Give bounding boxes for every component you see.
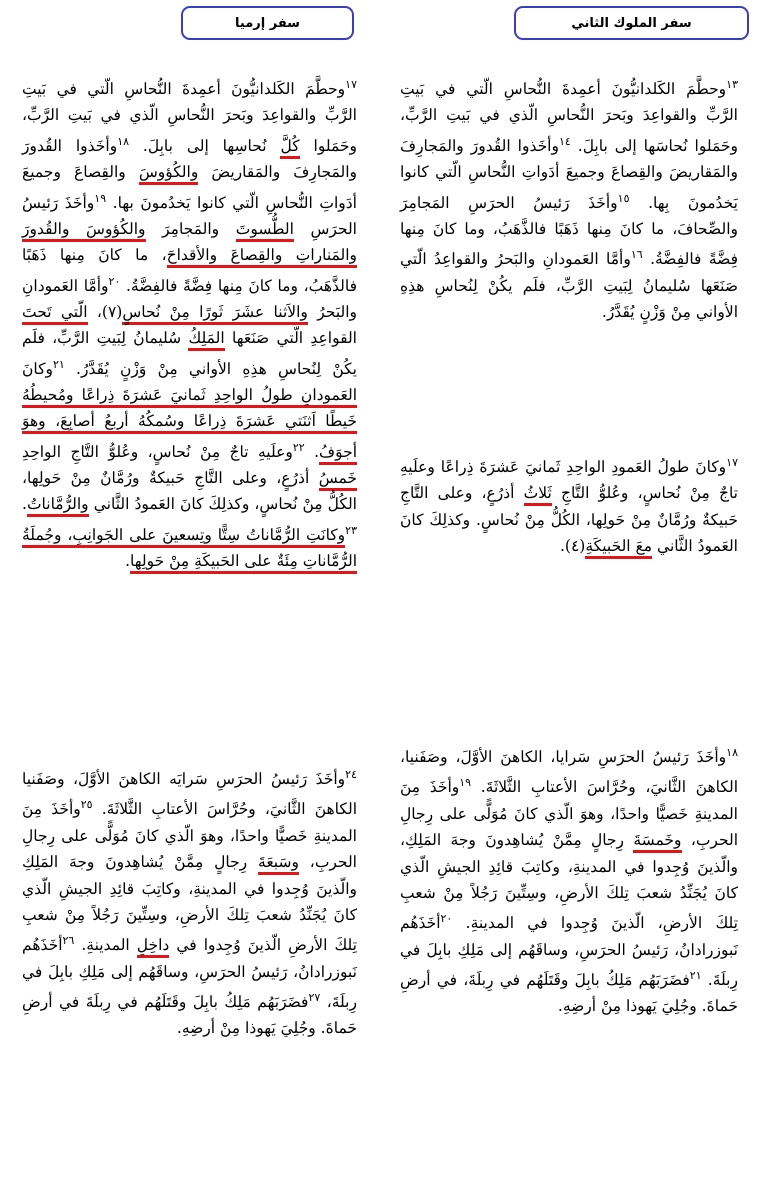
verse-text: وأخَذَ رَئيسُ الحرَسِ سَرايا، الكاهنَ الأوَّلَ، وصَفَنيا، الكاهنَ الثَّانيَ، وحُرَّاسَ الأعتابِ الثَّلاثَةَ. [400, 748, 738, 797]
verse-number: ٢٠ [440, 912, 453, 926]
verse-text: القواعِدِ الّتي صَنَعَها [224, 329, 357, 348]
verse-text: رِجالٍ مِمَّنْ يُشاهِدونَ وجهَ المَلِكِ، والّذينَ وُجِدوا في المدينةِ، وكاتِبَ قائِدِ الجيشِ الّذي كانَ يُجَنِّدُ شعبَ تِلكَ الأرضِ، وسِتِّينَ رَجُلاً مِنْ شعبِ تِلكَ الأرضِ، الّذينَ وُجِدوا في المدينةِ. [400, 831, 738, 933]
verse-number: ٢٥ [80, 798, 93, 812]
verse-number: ٢٧ [308, 990, 321, 1004]
underlined-difference: العَمودانِ طولُ الواحِدِ ثَمانيَ عَشرَةَ ذِراعًا ومُحيطُهُ خَيطًا اَثنَتي عَشرَةَ ذِراعًا وسُمكُهُ أربعُ أصابِعَ، وهوَ أجوَفُ [22, 386, 357, 465]
verse-text: أذرُعٍ، وعلى التَّاجِ حَبيكةٌ ورُمَّانٌ مِنْ حَولِها، الكُلُّ مِنْ نُحاسٍ. وكذلِكَ كانَ العَمودُ الثَّاني [400, 484, 738, 556]
passage-paragraph [400, 450, 738, 559]
book-tab-jeremiah [181, 6, 354, 40]
verse-number: ١٩ [94, 191, 107, 205]
verse-text: رِجالٍ مِمَّنْ يُشاهِدونَ وجهَ المَلِكِ والّذينَ وُجِدوا في المدينةِ، وكاتِبَ قائِدِ الجيشِ الّذي كانَ يُجَنِّدُ شعبَ تِلكَ الأرضِ، وسِتِّينَ رَجُلاً مِنْ شعبِ تِلكَ الأرضِ الّذينَ وُجِدوا في [22, 853, 357, 955]
verse-text: وأخَذَ رَئيسُ الحرَسِ المَجامِرَ والصِّحافَ، ما كانَ مِنها ذَهَبًا فالذَّهَبُ، وما كانَ مِنها فِضَّةً فالفِضَّةُ. [400, 193, 738, 269]
passage-paragraph [22, 762, 357, 1042]
jeremiah-passage-2 [22, 762, 357, 1042]
verse-text: المدينةِ. [74, 936, 137, 955]
verse-number: ١٨ [117, 134, 130, 148]
verse-text: فضَرَبَهُم مَلِكُ بابِلَ وقَتَلَهُم في رِبلَةَ، في أرضِ حَماةَ. وجُلِيَ يَهوذا مِنْ أرضِهِ. [400, 971, 738, 1016]
verse-text: نُحاسِها إلى بابِلَ. [129, 136, 281, 155]
verse-text: . [304, 442, 320, 461]
verse-number: ٢٦ [62, 934, 75, 948]
verse-number: ١٥ [617, 191, 630, 205]
verse-text: . [125, 552, 130, 571]
kings-passage-1 [400, 72, 738, 325]
verse-text: وأخَذوا القُدورَ والمَجارِفَ والمَقاريضَ والقِصاعَ وجميعَ أدَواتِ النُّحاسِ الّتي كانوا يَخدُمونَ بِها. [400, 136, 738, 212]
passage-paragraph [400, 72, 738, 325]
passage-paragraph [400, 740, 738, 1020]
passage-paragraph [22, 72, 357, 574]
verse-text: وحطَّمَ الكَلدانيُّونَ أعمِدةَ النُّحاسِ الّتي في بَيتِ الرَّبِّ والقواعِدَ وبَحرَ النُّحاسِ الّذي في بَيتِ الرَّبِّ، وحَمَلوا نُحاسَها إلى بابِلَ. [400, 80, 738, 155]
verse-number: ٢٢ [292, 440, 305, 454]
verse-text: أخَذَهُم نَبوزرادانُ، رَئيسُ الحرَسِ، وساقَهُم إلى مَلِكِ بابِلَ في رِبلَةَ. [400, 914, 738, 989]
verse-text: وأخَذَ مِنَ المدينةِ خَصيًّا واحدًا، وهوَ الّذي كانَ مُوَلًّى على رِجالِ الحربِ، [400, 778, 739, 850]
verse-number: ١٧ [345, 78, 357, 91]
verse-text: وأمَّا العَمودانِ والبَحرُ [22, 276, 358, 321]
verse-number: ١٩ [459, 776, 472, 790]
verse-text: وأخَذوا القُدورَ والمَجارِفَ والمَقاريضَ [22, 136, 358, 182]
underlined-difference: خَمسُ [319, 469, 357, 491]
verse-number: ٢١ [689, 968, 702, 982]
verse-number: ١٨ [726, 746, 738, 759]
underlined-difference: والكُؤوسَ والقُدورَ والمَناراتِ والقِصاعَ والأقداحَ [22, 220, 357, 268]
book-tab-2kings-label: سفر الملوك الثاني [571, 15, 692, 31]
verse-text: (٧)، [87, 303, 123, 321]
verse-number: ١٦ [630, 248, 643, 262]
verse-text: وأخَذَ رَئيسُ الحرَسِ سَرايَه الكاهنَ الأوَّلَ، وصَفَنيا الكاهنَ الثَّانيَ، وحُرَّاسَ الأعتابِ الثَّلاثَةَ. [22, 770, 357, 819]
verse-text: والمَجامِرَ [145, 219, 236, 238]
underlined-difference: وسَبعَةَ [258, 853, 299, 875]
verse-number: ٢١ [52, 357, 65, 371]
book-tab-2kings [514, 6, 749, 40]
verse-text: وكانَ طولُ العَمودِ الواحِدِ ثَمانيَ عَشرَةَ ذِراعًا وعلَيهِ تاجٌ مِنْ نُحاسٍ، وعُلوُّ التَّاجِ [400, 458, 738, 503]
verse-text: والقِصاعَ وجميعَ أدَواتِ النُّحاسِ الّتي كانوا يَخدُمونَ بها. [22, 163, 357, 212]
underlined-difference: والاَثنا عشَرَ ثَورًا مِنْ نُحاسٍ [122, 303, 308, 325]
book-tab-jeremiah-label: سفر إرميا [235, 15, 300, 31]
underlined-difference: داخِلِ [137, 936, 170, 958]
underlined-difference: وخَمسَةَ [633, 831, 681, 853]
underlined-difference: والرُّمَّاناتُ [27, 495, 89, 517]
verse-text: وأخَذَ مِنَ المدينةِ خَصيًّا واحدًا، وهوَ الّذي كانَ مُوَلًّى على رِجالِ الحربِ، [22, 800, 357, 872]
jeremiah-passage-1 [22, 72, 357, 574]
verse-number: ١٧ [726, 456, 738, 469]
verse-text: وحطَّمَ الكَلدانيُّونَ أعمِدةَ النُّحاسِ الّتي في بَيتِ الرَّبِّ والقواعِدَ وبَحرَ النُّحاسِ الّذي في بَيتِ الرَّبِّ، وحَمَلوا [22, 80, 357, 155]
verse-text: وعلَيهِ تاجٌ مِنْ نُحاسٍ، وعُلوُّ التَّاجِ الواحِدِ [22, 442, 293, 461]
underlined-difference: ثَلاثُ [524, 484, 552, 506]
verse-text: (٤). [559, 537, 586, 556]
underlined-difference: الطُّسوتَ [236, 220, 294, 242]
underlined-difference: معَ الحَبيكَةِ [585, 537, 652, 559]
verse-text: . [22, 495, 27, 514]
verse-text: وكانَ [22, 359, 53, 378]
verse-number: ١٣ [726, 78, 738, 91]
kings-passage-2 [400, 450, 738, 559]
verse-text: أخَذَهُم نَبوزرادانُ، رَئيسُ الحرَسِ، وساقَهُم إلى مَلِكِ بابِلَ في رِبلَةَ، [22, 936, 357, 1011]
verse-number: ٢٤ [345, 768, 357, 781]
verse-text: فضَرَبَهُم مَلِكُ بابِلَ وقَتَلَهُم في رِبلَةَ في أرضِ حَماةَ. وجُلِيَ يَهوذا مِنْ أرضِهِ. [22, 993, 357, 1038]
verse-number: ١٤ [558, 134, 571, 148]
verse-text: سُليمانُ لِبَيتِ الرَّبِّ، فلَم يكُنْ لِنُحاسِ هذِهِ الأواني مِنْ وَزْنٍ يُقَدَّرُ. [22, 329, 357, 378]
kings-passage-3 [400, 740, 738, 1020]
underlined-difference: المَلِكُ [188, 329, 224, 351]
underlined-difference: وكانَتِ الرُّمَّاناتُ سِتًّا وتِسعينَ على الجَوانِبِ، وجُملَةُ الرُّمَّاناتِ مِئَةٌ على الحَبيكَةِ مِنْ حَولِها [22, 526, 357, 574]
underlined-difference: كُلَّ [280, 137, 299, 159]
verse-number: ٢٣ [345, 523, 357, 537]
underlined-difference: الّتي تَحتَ [22, 303, 88, 325]
verse-text: أذرُعٍ، وعلى التَّاجِ حَبيكةٌ ورُمَّانٌ مِنْ حَولِها، الكُلُّ مِنْ نُحاسٍ، وكذلِكَ كانَ العَمودُ الثَّاني [22, 469, 357, 514]
verse-text: ، ما كانَ مِنها ذَهَبًا فالذَّهَبُ، وما كانَ مِنها فِضَّةً فالفِضَّةُ. [22, 246, 357, 295]
verse-text: وأخَذَ رَئيسُ الحرَسِ [22, 193, 357, 238]
verse-number: ٢٠ [108, 274, 121, 288]
verse-text: وأمَّا العَمودانِ والبَحرُ والقواعِدُ الّتي صَنَعَها سُليمانُ لِبَيتِ الرَّبِّ، فلَم يكُنْ لِنُحاسِ هذِهِ الأواني مِنْ وَزْنٍ يُقَدَّرُ. [400, 250, 738, 321]
underlined-difference: والكُؤوسَ [139, 163, 199, 185]
